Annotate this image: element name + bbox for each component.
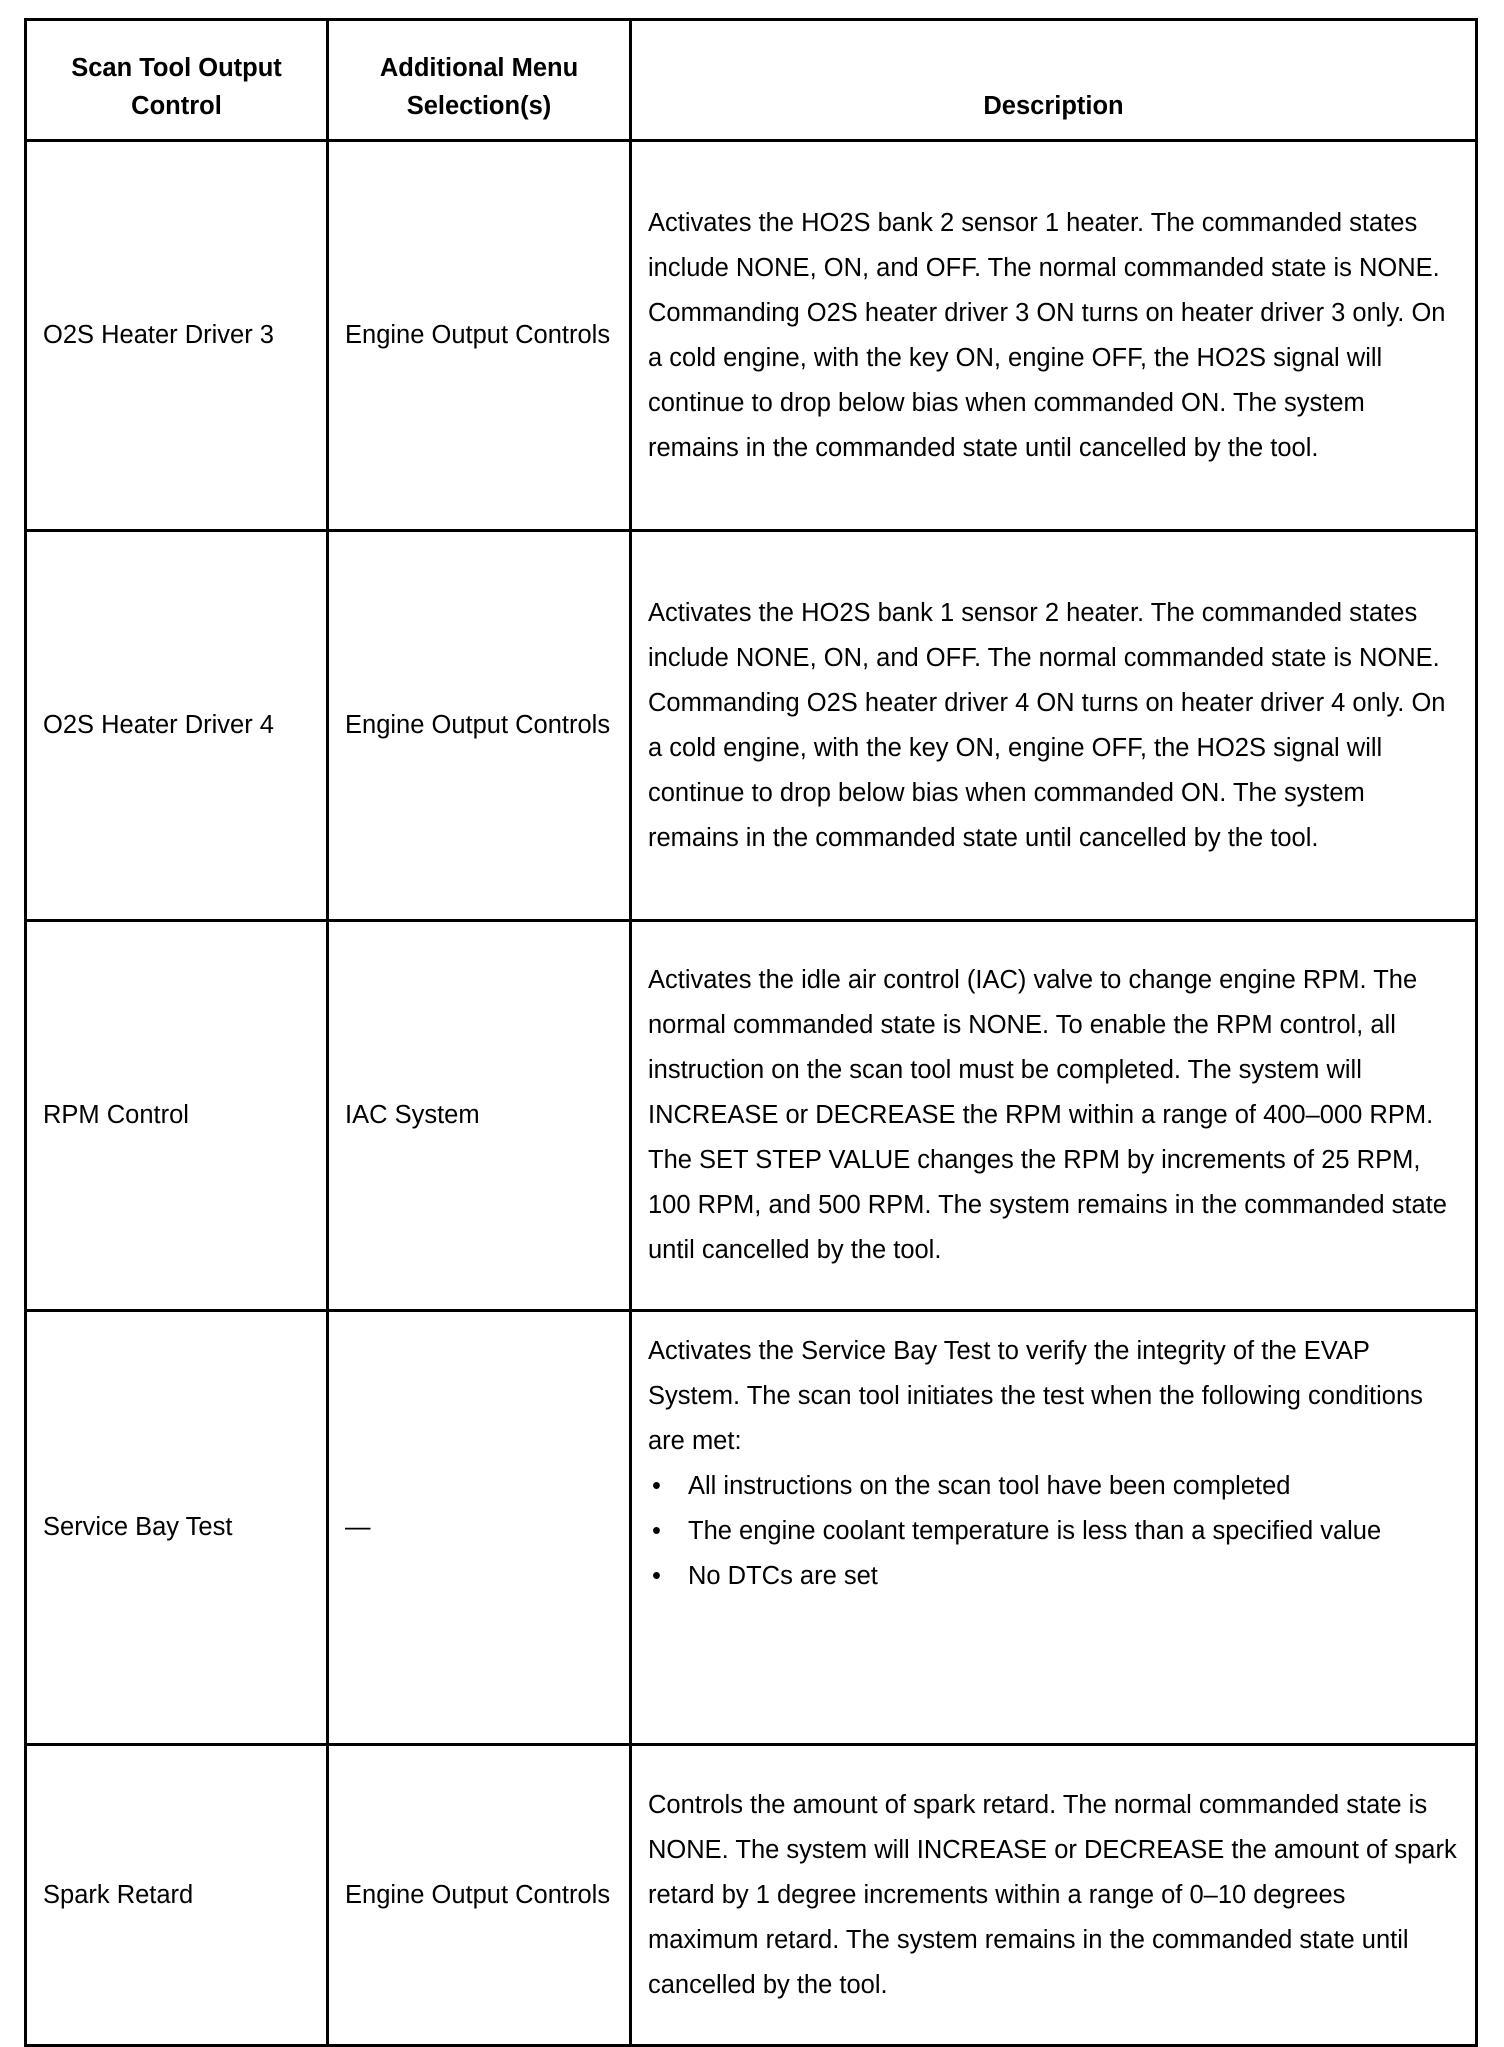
table-row (26, 1745, 1477, 2046)
list-item (648, 1464, 1459, 1509)
header-additional-menu-selections: Additional Menu Selection(s) (328, 20, 631, 141)
description-cell: Activates the HO2S bank 1 sensor 2 heater. The commanded states include NONE, ON, and OFF. The normal commanded state is NONE. Commanding O2S heater driver 4 ON turns on heater driver 4 only. On a cold engine, with the key ON, engine OFF, the HO2S signal will continue to drop below bias when commanded ON. The system remains in the commanded state until cancelled by the tool. (631, 531, 1477, 921)
list-item (648, 1554, 1459, 1599)
control-name-cell: O2S Heater Driver 4 (26, 531, 328, 921)
description-cell: Activates the idle air control (IAC) valve to change engine RPM. The normal commanded state is NONE. To enable the RPM control, all instruction on the scan tool must be completed. The system will INCREASE or DECREASE the RPM within a range of 400–000 RPM. The SET STEP VALUE changes the RPM by increments of 25 RPM, 100 RPM, and 500 RPM. The system remains in the commanded state until cancelled by the tool. (631, 921, 1477, 1311)
condition-list (648, 1464, 1459, 1599)
table-row (26, 921, 1477, 1311)
description-cell: Controls the amount of spark retard. The normal commanded state is NONE. The system will INCREASE or DECREASE the amount of spark retard by 1 degree increments within a range of 0–10 degrees maximum retard. The system remains in the commanded state until cancelled by the tool. (631, 1745, 1477, 2046)
description-intro: Activates the Service Bay Test to verify the integrity of the EVAP System. The scan tool initiates the test when the following conditions are met: (648, 1337, 1423, 1455)
bullet-icon: • (652, 1517, 661, 1545)
list-item (648, 1509, 1459, 1554)
table-row (26, 531, 1477, 921)
table-row (26, 141, 1477, 531)
header-description: Description (631, 20, 1477, 141)
list-item-text: All instructions on the scan tool have been completed (688, 1472, 1291, 1500)
description-cell (631, 1311, 1477, 1745)
list-item-text: No DTCs are set (688, 1562, 878, 1590)
control-name-cell: RPM Control (26, 921, 328, 1311)
list-item-text: The engine coolant temperature is less than a specified value (688, 1517, 1382, 1545)
control-name-cell: Spark Retard (26, 1745, 328, 2046)
bullet-icon: • (652, 1562, 661, 1590)
table-header-row (26, 20, 1477, 141)
menu-selection-cell: IAC System (328, 921, 631, 1311)
bullet-icon: • (652, 1472, 661, 1500)
menu-selection-cell: Engine Output Controls (328, 141, 631, 531)
description-cell: Activates the HO2S bank 2 sensor 1 heater. The commanded states include NONE, ON, and OFF. The normal commanded state is NONE. Commanding O2S heater driver 3 ON turns on heater driver 3 only. On a cold engine, with the key ON, engine OFF, the HO2S signal will continue to drop below bias when commanded ON. The system remains in the commanded state until cancelled by the tool. (631, 141, 1477, 531)
control-name-cell: Service Bay Test (26, 1311, 328, 1745)
control-name-cell: O2S Heater Driver 3 (26, 141, 328, 531)
menu-selection-cell: — (328, 1311, 631, 1745)
menu-selection-cell: Engine Output Controls (328, 1745, 631, 2046)
header-scan-tool-output-control: Scan Tool Output Control (26, 20, 328, 141)
menu-selection-cell: Engine Output Controls (328, 531, 631, 921)
scan-tool-output-controls-table (24, 18, 1478, 2047)
table-row (26, 1311, 1477, 1745)
